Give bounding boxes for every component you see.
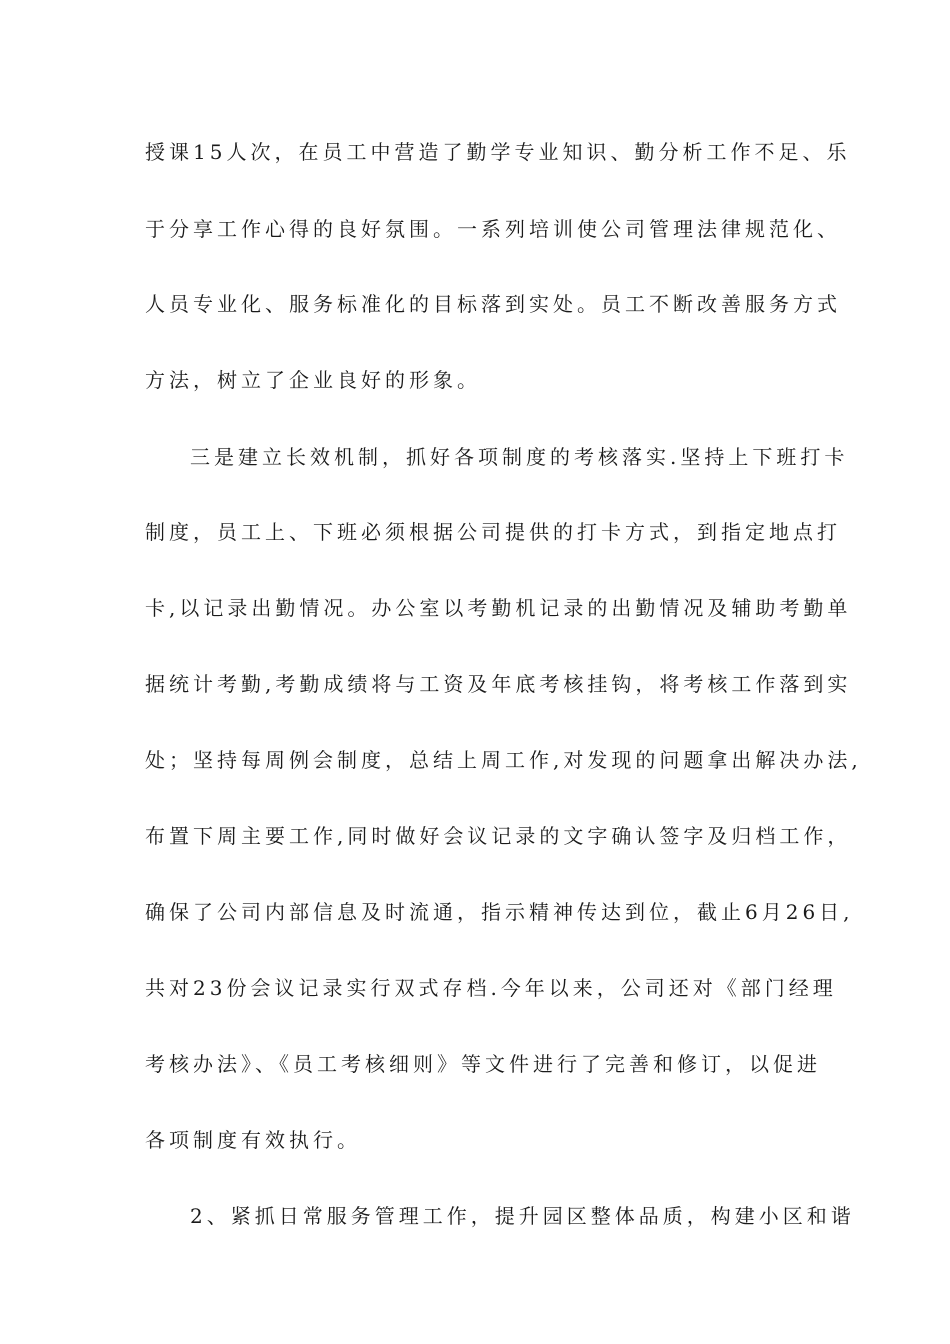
text-line: 各项制度有效执行。 [145,1128,361,1152]
text-line: 方法，树立了企业良好的形象。 [145,368,481,392]
text-line: 人员专业化、服务标准化的目标落到实处。员工不断改善服务方式 [145,292,841,316]
text-line: 于分享工作心得的良好氛围。一系列培训使公司管理法律规范化、 [145,217,841,241]
text-line: 制度，员工上、下班必须根据公司提供的打卡方式，到指定地点打 [145,520,841,544]
text-line: 授课15人次，在员工中营造了勤学专业知识、勤分析工作不足、乐 [145,140,851,164]
text-line: 三是建立长效机制，抓好各项制度的考核落实.坚持上下班打卡 [190,445,849,469]
text-line: 共对23份会议记录实行双式存档.今年以来，公司还对《部门经理 [145,976,837,1000]
text-line: 确保了公司内部信息及时流通，指示精神传达到位，截止6月26日, [145,900,854,924]
text-line: 布置下周主要工作,同时做好会议记录的文字确认签字及归档工作， [145,824,852,848]
text-line: 据统计考勤,考勤成绩将与工资及年底考核挂钩，将考核工作落到实 [145,672,852,696]
text-line: 处；坚持每周例会制度，总结上周工作,对发现的问题拿出解决办法, [145,748,862,772]
text-line: 考核办法》、《员工考核细则》等文件进行了完善和修订，以促进 [145,1052,821,1076]
text-line: 2、紧抓日常服务管理工作，提升园区整体品质，构建小区和谐 [190,1204,855,1228]
text-line: 卡,以记录出勤情况。办公室以考勤机记录的出勤情况及辅助考勤单 [145,596,852,620]
